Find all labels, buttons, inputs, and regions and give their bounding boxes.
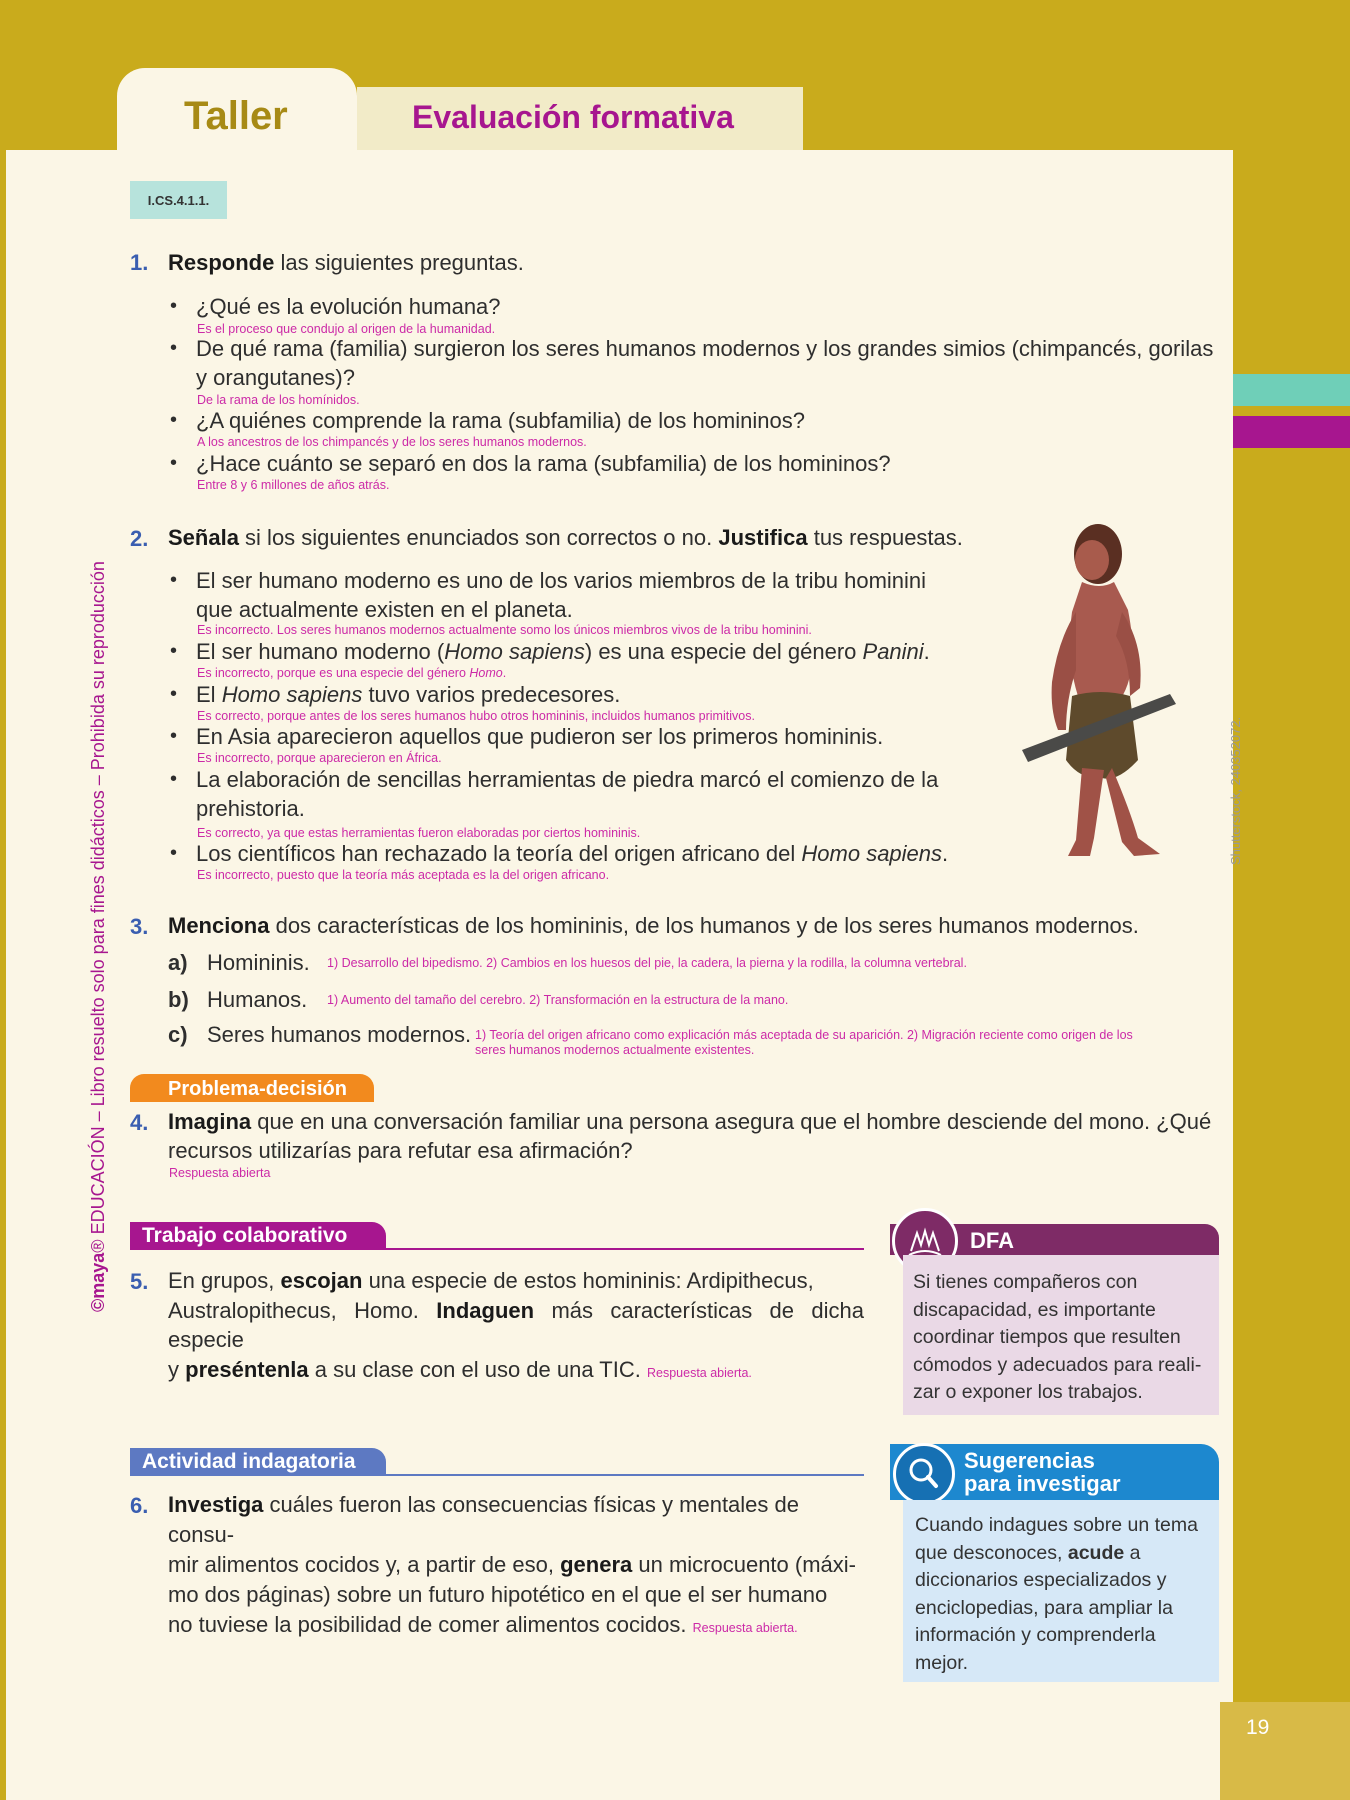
q3-label: Humanos. [207, 987, 308, 1012]
q3-letter: b) [168, 987, 189, 1012]
q3-answer-line1: 1) Teoría del origen africano como explicación más aceptada de su aparición. 2) Migración reciente como origen de los [475, 1028, 1133, 1042]
sug-line: enciclopedias, para ampliar la [915, 1596, 1173, 1619]
tab-evaluacion [357, 87, 803, 150]
sugerencias-body [903, 1500, 1219, 1682]
q2-item-line1: El ser humano moderno es uno de los varios miembros de la tribu hominini [196, 568, 927, 593]
tab-taller [117, 68, 357, 164]
q2-answer: Es incorrecto, puesto que la teoría más aceptada es la del origen africano. [197, 868, 610, 882]
q2-item-post: tuvo varios predecesores. [362, 682, 621, 707]
q1-answer: Entre 8 y 6 millones de años atrás. [197, 478, 390, 492]
q5-l1-verb: escojan [280, 1268, 363, 1293]
q3-number: 3. [130, 914, 149, 939]
dfa-header: DFA [890, 1224, 1219, 1255]
q1-number: 1. [130, 250, 149, 275]
dfa-line: discapacidad, es importante [913, 1298, 1156, 1321]
q2-item [196, 839, 948, 868]
q4-verb: Imagina [168, 1109, 252, 1134]
q5-l3-post: a su clase con el uso de una TIC. [308, 1356, 641, 1382]
page-number: 19 [1246, 1716, 1270, 1739]
q3-letter: c) [168, 1022, 188, 1047]
q2-item-pre: Los científicos han rechazado la teoría del origen africano del [196, 841, 802, 866]
q6-answer: Respuesta abierta. [692, 1621, 798, 1635]
q6-l4: no tuviese la posibilidad de comer alimentos cocidos. [168, 1612, 687, 1637]
q2-item-pre: El [196, 682, 222, 707]
q2-answer: Es correcto, ya que estas herramientas fueron elaboradas por ciertos homininis. [197, 826, 641, 840]
sug-line: Cuando indagues sobre un tema [915, 1514, 1198, 1536]
q2-verb2: Justifica [718, 525, 808, 550]
q1-statement [168, 248, 524, 277]
q3-label: Homininis. [207, 950, 310, 975]
q6-statement [168, 1490, 864, 1640]
q2-mid: si los siguientes enunciados son correctos o no. [238, 525, 719, 550]
sug-line [915, 1540, 1211, 1568]
q1-answer: A los ancestros de los chimpancés y de los seres humanos modernos. [197, 435, 587, 449]
page-number-box [1220, 1702, 1350, 1800]
q2-item-post: . [923, 639, 930, 664]
side-band-magenta [1233, 416, 1350, 448]
q2-item-italic: Homo sapiens [221, 682, 363, 707]
q6-l1-verb: Investiga [168, 1492, 264, 1517]
q2-item-line2: prehistoria. [196, 796, 305, 821]
q2-statement [168, 523, 963, 552]
q2-item-mid: ) es una especie del género [584, 639, 863, 664]
section-divider [386, 1474, 864, 1476]
q2-end: tus respuestas. [807, 525, 963, 550]
q2-item [196, 765, 938, 823]
hominin-illustration [1010, 520, 1185, 865]
q6-l2-post: un microcuento (máxi- [632, 1552, 856, 1577]
indicator-code-badge: I.CS.4.1.1. [130, 181, 227, 219]
sug-line: mejor. [915, 1651, 969, 1674]
q1-item: • ¿Hace cuánto se separó en dos la rama (subfamilia) de los homininos? [196, 449, 891, 478]
q2-answer-italic: Homo [469, 666, 503, 680]
q5-l2-post: más características de dicha especie [168, 1297, 864, 1352]
q2-answer-post: . [502, 666, 507, 680]
actividad-indagatoria-tab: Actividad indagatoria [130, 1448, 386, 1476]
q6-number: 6. [130, 1493, 149, 1518]
sugerencias-title2: para investigar [964, 1471, 1121, 1496]
sug-l2-verb: acude [1067, 1541, 1125, 1564]
sug-line: diccionarios especializados y [915, 1569, 1167, 1591]
q3-answer: 1) Aumento del tamaño del cerebro. 2) Transformación en la estructura de la mano. [327, 993, 789, 1007]
section-divider [386, 1248, 864, 1250]
q2-item [196, 637, 930, 666]
side-band-gold [1233, 150, 1350, 354]
q2-item-line1: La elaboración de sencillas herramientas de piedra marcó el comienzo de la [196, 767, 939, 792]
q3-answer [475, 1028, 1133, 1058]
dfa-line: cómodos y adecuados para reali- [913, 1353, 1202, 1376]
dfa-body [903, 1255, 1219, 1415]
q2-item-italic: Panini [862, 639, 924, 664]
sug-l2-pre: que desconoces, [915, 1541, 1068, 1564]
q3-answer: 1) Desarrollo del bipedismo. 2) Cambios en los huesos del pie, la cadera, la pierna y la rodilla, la columna vertebral. [327, 956, 967, 970]
trabajo-colaborativo-tab: Trabajo colaborativo [130, 1222, 386, 1250]
tab-taller-label: Taller [184, 94, 288, 138]
q3-answer-line2: seres humanos modernos actualmente existentes. [475, 1043, 755, 1057]
q5-number: 5. [130, 1269, 149, 1294]
q2-item-italic: Homo sapiens [801, 841, 943, 866]
q1-verb: Responde [168, 250, 275, 275]
q2-answer: Es correcto, porque antes de los seres humanos hubo otros homininis, incluidos humanos primitivos. [197, 709, 755, 723]
dfa-line: Si tienes compañeros con [913, 1271, 1138, 1293]
q3-letter: a) [168, 950, 188, 975]
q2-item-italic: Homo sapiens [444, 639, 585, 664]
q2-item: • En Asia aparecieron aquellos que pudieron ser los primeros homininis. [196, 722, 883, 751]
q5-l1-post: una especie de estos homininis: Ardipithecus, [362, 1268, 814, 1293]
q4-number: 4. [130, 1110, 149, 1135]
q1-item: • ¿Qué es la evolución humana? [196, 292, 501, 321]
q2-item-line2: que actualmente existen en el planeta. [196, 597, 573, 622]
q3-statement [168, 911, 1139, 940]
dfa-line: coordinar tiempos que resulten [913, 1326, 1181, 1348]
q2-item-post: . [942, 841, 949, 866]
q1-item: • ¿A quiénes comprende la rama (subfamilia) de los homininos? [196, 406, 805, 435]
q6-l2-pre: mir alimentos cocidos y, a partir de eso, [168, 1552, 561, 1577]
q1-item [196, 334, 1213, 392]
q5-statement [168, 1266, 864, 1384]
q2-answer [197, 666, 506, 681]
q3-label: Seres humanos modernos. [207, 1022, 472, 1047]
sugerencias-title1: Sugerencias [964, 1448, 1095, 1473]
side-band-teal [1233, 374, 1350, 406]
copyright-brand: ©maya [88, 1252, 108, 1312]
copyright-notice [88, 487, 109, 1312]
q5-l2-pre: Australopithecus, Homo. [168, 1297, 437, 1323]
q3-verb: Menciona [168, 913, 270, 938]
photo-credit: Shutterstock, 240352072. [1228, 716, 1243, 865]
q2-answer: Es incorrecto. Los seres humanos modernos actualmente somo los únicos miembros vivos de la tribu hominini. [197, 623, 812, 637]
sug-line: información y comprenderla [915, 1624, 1156, 1646]
q6-l1-post: cuáles fueron las consecuencias físicas y mentales de consu- [168, 1492, 799, 1547]
q1-rest: las siguientes preguntas. [274, 250, 524, 275]
magnifier-icon [893, 1443, 955, 1505]
q3-rest: dos características de los homininis, de los humanos y de los seres humanos modernos. [269, 913, 1139, 938]
q4-rest2: recursos utilizarías para refutar esa afirmación? [168, 1138, 633, 1163]
q1-item-line1: De qué rama (familia) surgieron los seres humanos modernos y los grandes simios (chimpancés, gorilas [196, 336, 1214, 361]
q1-answer: De la rama de los homínidos. [197, 393, 360, 407]
q1-answer: Es el proceso que condujo al origen de la humanidad. [197, 322, 496, 336]
copyright-text: ® EDUCACIÓN – Libro resuelto solo para fines didácticos – Prohibida su reproducción [88, 561, 108, 1253]
q1-item-line2: y orangutanes)? [196, 365, 355, 390]
q2-answer: Es incorrecto, porque aparecieron en África. [197, 751, 442, 765]
sug-l2-post: a [1124, 1541, 1141, 1564]
q5-l1-pre: En grupos, [168, 1268, 281, 1293]
q4-statement [168, 1107, 1211, 1165]
q5-l3-pre: y [168, 1356, 186, 1382]
q2-item-pre: El ser humano moderno ( [196, 639, 445, 664]
q2-item [196, 680, 620, 709]
q5-l3-verb: preséntenla [185, 1356, 309, 1382]
q4-answer: Respuesta abierta [169, 1166, 271, 1180]
q6-l3: mo dos páginas) sobre un futuro hipotético en el que el ser humano [168, 1582, 828, 1607]
q5-answer: Respuesta abierta. [646, 1365, 752, 1380]
q5-l2-verb: Indaguen [436, 1297, 535, 1323]
tab-evaluacion-label: Evaluación formativa [412, 99, 734, 135]
q2-item [196, 566, 926, 624]
dfa-line: zar o exponer los trabajos. [913, 1381, 1143, 1403]
q2-verb1: Señala [168, 525, 239, 550]
q4-rest1: que en una conversación familiar una persona asegura que el hombre desciende del mono. ¿Qué [251, 1109, 1212, 1134]
q6-l2-verb: genera [560, 1552, 633, 1577]
problema-decision-tag: Problema-decisión [130, 1074, 374, 1102]
q2-answer-pre: Es incorrecto, porque es una especie del género [197, 666, 470, 680]
q2-number: 2. [130, 526, 149, 551]
